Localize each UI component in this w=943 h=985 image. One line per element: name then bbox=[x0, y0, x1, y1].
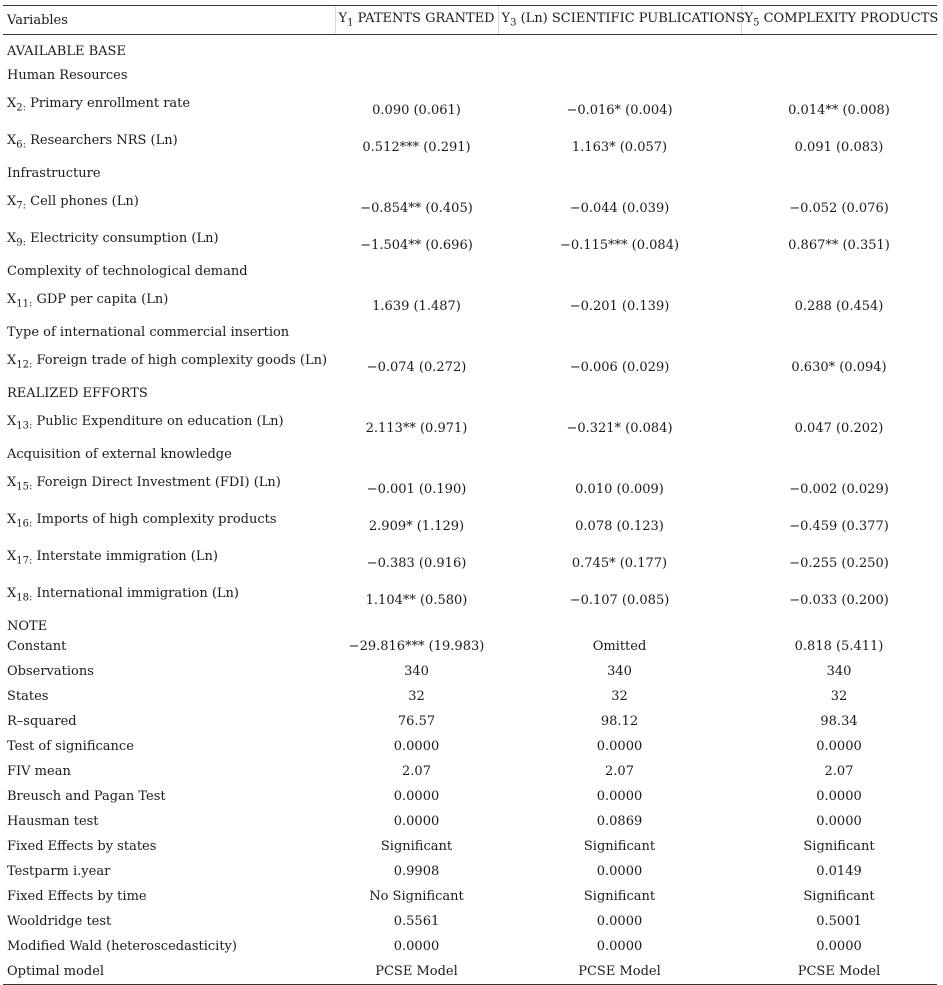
cell-y3: Significant bbox=[583, 839, 656, 854]
stat-label: Observations bbox=[7, 664, 94, 679]
table-row bbox=[3, 499, 937, 536]
cell-y5: 340 bbox=[826, 664, 852, 679]
stat-label: R–squared bbox=[7, 714, 77, 729]
variable-label: $X_{17:}$ Interstate immigration (Ln) bbox=[7, 549, 218, 567]
table-row bbox=[3, 83, 937, 120]
cell-y3: Omitted bbox=[592, 639, 647, 654]
cell-y5: 0.047 (0.202) bbox=[794, 421, 884, 436]
cell-y3: 0.0869 bbox=[596, 814, 643, 829]
table-row bbox=[3, 809, 937, 834]
cell-y1: 32 bbox=[408, 689, 425, 704]
section-available-base: AVAILABLE BASE bbox=[7, 44, 126, 59]
cell-y3: −0.107 (0.085) bbox=[569, 593, 670, 608]
stat-label: Testparm i.year bbox=[7, 864, 111, 879]
cell-y3: −0.044 (0.039) bbox=[569, 201, 670, 216]
cell-y3: 2.07 bbox=[605, 764, 634, 779]
stat-label: FIV mean bbox=[7, 764, 71, 779]
section-complexity-demand: Complexity of technological demand bbox=[7, 264, 248, 279]
section-row bbox=[3, 35, 937, 60]
table-row bbox=[3, 536, 937, 573]
cell-y1: 2.909* (1.129) bbox=[368, 519, 465, 534]
cell-y5: PCSE Model bbox=[741, 959, 937, 985]
cell-y1: 1.639 (1.487) bbox=[372, 299, 461, 314]
cell-y1: −29.816*** (19.983) bbox=[348, 639, 485, 654]
table-row bbox=[3, 120, 937, 157]
table-row bbox=[3, 934, 937, 959]
variable-label: $X_{15:}$ Foreign Direct Investment (FDI) (Ln) bbox=[7, 475, 281, 493]
table-row bbox=[3, 181, 937, 218]
cell-y3: 1.163* (0.057) bbox=[571, 140, 668, 155]
cell-y3: 0.0000 bbox=[596, 739, 643, 754]
cell-y1: 0.0000 bbox=[393, 814, 440, 829]
table-row bbox=[3, 909, 937, 934]
table-row bbox=[3, 859, 937, 884]
section-row bbox=[3, 255, 937, 279]
cell-y3: −0.115*** (0.084) bbox=[559, 238, 680, 253]
table-row bbox=[3, 634, 937, 659]
variable-label: $X_{16:}$ Imports of high complexity products bbox=[7, 512, 277, 530]
section-intl-insertion: Type of international commercial insertion bbox=[7, 325, 290, 340]
cell-y5: 98.34 bbox=[820, 714, 858, 729]
cell-y5: −0.052 (0.076) bbox=[789, 201, 889, 216]
cell-y3: 0.078 (0.123) bbox=[575, 519, 664, 534]
cell-y5: 0.288 (0.454) bbox=[794, 299, 884, 314]
cell-y1: 1.104** (0.580) bbox=[365, 593, 468, 608]
stat-label: Optimal model bbox=[3, 959, 335, 985]
table-body bbox=[3, 35, 937, 985]
cell-y1: 0.5561 bbox=[393, 914, 440, 929]
cell-y3: −0.006 (0.029) bbox=[569, 360, 670, 375]
table-row bbox=[3, 573, 937, 610]
cell-y5: 0.0000 bbox=[816, 789, 862, 804]
cell-y5: 0.818 (5.411) bbox=[794, 639, 884, 654]
cell-y3: 0.010 (0.009) bbox=[575, 482, 664, 497]
cell-y1: 340 bbox=[404, 664, 429, 679]
cell-y1: −0.001 (0.190) bbox=[366, 482, 467, 497]
table-row bbox=[3, 709, 937, 734]
table-row bbox=[3, 734, 937, 759]
variable-label: $X_{13:}$ Public Expenditure on education (Ln) bbox=[7, 414, 284, 432]
cell-y5: 0.630* (0.094) bbox=[791, 360, 887, 375]
stat-label: Fixed Effects by states bbox=[7, 839, 157, 854]
cell-y1: −0.383 (0.916) bbox=[366, 556, 467, 571]
cell-y1: −1.504** (0.696) bbox=[360, 238, 473, 253]
cell-y5: −0.033 (0.200) bbox=[789, 593, 889, 608]
stat-label: Constant bbox=[7, 639, 67, 654]
table-row bbox=[3, 340, 937, 377]
table-row bbox=[3, 684, 937, 709]
cell-y3: Significant bbox=[583, 889, 656, 904]
stat-label: Fixed Effects by time bbox=[7, 889, 147, 904]
cell-y5: −0.255 (0.250) bbox=[789, 556, 889, 571]
table-row bbox=[3, 659, 937, 684]
variable-label: $X_{12:}$ Foreign trade of high complexity goods (Ln) bbox=[7, 353, 328, 371]
variable-label: $X_{18:}$ International immigration (Ln) bbox=[7, 586, 240, 604]
cell-y1: 0.090 (0.061) bbox=[372, 103, 461, 118]
cell-y3: −0.201 (0.139) bbox=[569, 299, 670, 314]
table-header bbox=[3, 6, 937, 35]
section-realized-efforts: REALIZED EFFORTS bbox=[7, 386, 148, 401]
variable-label: $X_{7:}$ Cell phones (Ln) bbox=[7, 194, 139, 212]
stat-label: Test of significance bbox=[7, 739, 134, 754]
table-row bbox=[3, 279, 937, 316]
cell-y1: PCSE Model bbox=[335, 959, 498, 985]
cell-y3: 0.0000 bbox=[596, 864, 643, 879]
cell-y1: Significant bbox=[380, 839, 453, 854]
section-row bbox=[3, 316, 937, 340]
section-note: NOTE bbox=[7, 619, 48, 634]
table-row bbox=[3, 834, 937, 859]
cell-y3: 0.745* (0.177) bbox=[571, 556, 668, 571]
cell-y5: 0.0000 bbox=[816, 739, 862, 754]
cell-y3: −0.321* (0.084) bbox=[566, 421, 673, 436]
stat-label: Modified Wald (heteroscedasticity) bbox=[7, 939, 237, 954]
cell-y1: No Significant bbox=[369, 889, 464, 904]
cell-y5: 0.0000 bbox=[816, 939, 862, 954]
cell-y5: Significant bbox=[803, 839, 875, 854]
stat-label: Wooldridge test bbox=[7, 914, 112, 929]
header-y3: $Y_3$ (Ln) SCIENTIFIC PUBLICATIONS bbox=[498, 6, 741, 35]
table-row bbox=[3, 218, 937, 255]
header-y5: $Y_5$ COMPLEXITY PRODUCTS bbox=[741, 6, 937, 35]
cell-y5: −0.459 (0.377) bbox=[789, 519, 889, 534]
cell-y5: 0.867** (0.351) bbox=[788, 238, 890, 253]
cell-y1: 2.07 bbox=[402, 764, 431, 779]
cell-y3: PCSE Model bbox=[498, 959, 741, 985]
section-human-resources: Human Resources bbox=[7, 68, 128, 83]
section-row bbox=[3, 610, 937, 634]
variable-label: $X_{2:}$ Primary enrollment rate bbox=[7, 96, 191, 114]
cell-y5: 2.07 bbox=[824, 764, 854, 779]
cell-y1: −0.854** (0.405) bbox=[360, 201, 473, 216]
cell-y1: 0.0000 bbox=[393, 789, 440, 804]
cell-y3: 32 bbox=[611, 689, 628, 704]
cell-y3: 0.0000 bbox=[596, 939, 643, 954]
table-row bbox=[3, 401, 937, 438]
variable-label: $X_{6:}$ Researchers NRS (Ln) bbox=[7, 133, 178, 151]
cell-y5: −0.002 (0.029) bbox=[789, 482, 889, 497]
header-y1: $Y_1$ PATENTS GRANTED bbox=[335, 6, 498, 35]
section-row bbox=[3, 377, 937, 401]
cell-y5: 0.091 (0.083) bbox=[794, 140, 884, 155]
table-row bbox=[3, 884, 937, 909]
cell-y1: 0.0000 bbox=[393, 739, 440, 754]
table-row bbox=[3, 462, 937, 499]
cell-y1: −0.074 (0.272) bbox=[366, 360, 467, 375]
cell-y3: 340 bbox=[607, 664, 632, 679]
variable-label: $X_{9:}$ Electricity consumption (Ln) bbox=[7, 231, 219, 249]
cell-y3: −0.016* (0.004) bbox=[566, 103, 673, 118]
section-row bbox=[3, 438, 937, 462]
section-row bbox=[3, 157, 937, 181]
variable-label: $X_{11:}$ GDP per capita (Ln) bbox=[7, 292, 169, 310]
table-row bbox=[3, 759, 937, 784]
cell-y1: 76.57 bbox=[397, 714, 436, 729]
table-row bbox=[3, 784, 937, 809]
cell-y5: Significant bbox=[803, 889, 875, 904]
cell-y1: 0.0000 bbox=[393, 939, 440, 954]
cell-y5: 0.5001 bbox=[816, 914, 862, 929]
section-infrastructure: Infrastructure bbox=[7, 166, 101, 181]
cell-y3: 98.12 bbox=[600, 714, 639, 729]
header-variables: Variables bbox=[3, 6, 335, 35]
cell-y1: 0.9908 bbox=[393, 864, 440, 879]
regression-results-table bbox=[3, 5, 937, 985]
table-row bbox=[3, 959, 937, 985]
cell-y3: 0.0000 bbox=[596, 789, 643, 804]
cell-y1: 0.512*** (0.291) bbox=[362, 140, 471, 155]
cell-y1: 2.113** (0.971) bbox=[365, 421, 468, 436]
stat-label: Breusch and Pagan Test bbox=[7, 789, 166, 804]
cell-y5: 0.014** (0.008) bbox=[788, 103, 890, 118]
cell-y5: 0.0000 bbox=[816, 814, 862, 829]
stat-label: Hausman test bbox=[7, 814, 99, 829]
cell-y3: 0.0000 bbox=[596, 914, 643, 929]
cell-y5: 0.0149 bbox=[816, 864, 862, 879]
section-row bbox=[3, 59, 937, 83]
stat-label: States bbox=[7, 689, 49, 704]
cell-y5: 32 bbox=[830, 689, 848, 704]
section-external-knowledge: Acquisition of external knowledge bbox=[7, 447, 232, 462]
